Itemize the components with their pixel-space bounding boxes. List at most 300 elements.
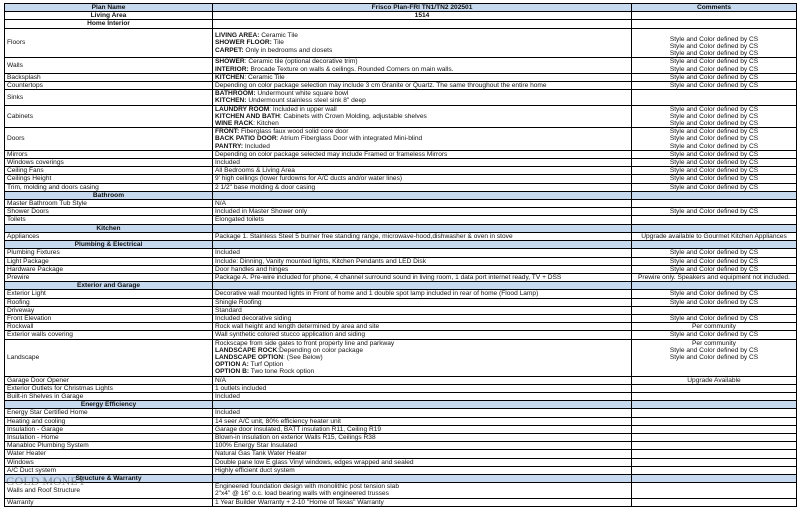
- spec-line-text: Standard: [215, 306, 242, 314]
- comment-line: [634, 426, 794, 433]
- spec-line-text: 1 outlets included: [215, 384, 267, 392]
- spec-line-text: Include: Dinning, Vanity mounted lights, Kitchen Pendants and LED Disk: [215, 257, 426, 265]
- spec-comment: [632, 58, 797, 73]
- spec-value: [213, 392, 632, 400]
- spec-comment: [632, 417, 797, 425]
- spec-line-text: Included: [215, 392, 240, 400]
- spec-line: [215, 354, 629, 361]
- comment-line: [634, 442, 794, 449]
- spec-label: Mirrors: [5, 150, 213, 158]
- spec-line-keyword: PANTRY:: [215, 142, 244, 150]
- spec-line-text: Included: [243, 142, 270, 150]
- spec-value: [213, 290, 632, 298]
- spec-line-text: Natural Gas Tank Water Heater: [215, 450, 307, 458]
- spec-label: Rockwall: [5, 323, 213, 331]
- comment-line: Style and Color defined by CS: [669, 65, 759, 73]
- spec-value: [213, 417, 632, 425]
- spec-line: [215, 459, 629, 466]
- comment-line: Style and Color defined by CS: [669, 175, 759, 183]
- spec-comment: [632, 306, 797, 314]
- spec-row: [5, 28, 797, 58]
- comment-line: Style and Color defined by CS: [669, 249, 759, 257]
- spec-comment: [632, 159, 797, 167]
- spec-line: [215, 434, 629, 441]
- spec-line-keyword: LANDSCAPE OPTION: [215, 353, 284, 361]
- comment-line: Per community: [692, 339, 736, 347]
- spec-line: [215, 82, 629, 89]
- spec-comment: [632, 150, 797, 158]
- spec-value: [213, 28, 632, 58]
- spec-comment: [632, 208, 797, 216]
- spec-line: [215, 368, 629, 375]
- comment-line: [634, 393, 794, 400]
- spec-line: [215, 128, 629, 135]
- spec-comment: [632, 314, 797, 322]
- header-comments: Comments: [632, 4, 797, 12]
- spec-value: [213, 128, 632, 151]
- spec-row: [5, 175, 797, 183]
- spec-line-text: Rock wall height and length determined by area and site: [215, 323, 380, 331]
- spec-comment: [632, 290, 797, 298]
- comment-line: Style and Color defined by CS: [669, 257, 759, 265]
- spec-line-text: Wall synthetic colored stucco application and siding: [215, 331, 366, 339]
- section-spacer: [632, 282, 797, 290]
- spec-comment: [632, 175, 797, 183]
- spec-line: [215, 151, 629, 158]
- section-spacer: [632, 401, 797, 409]
- spec-line-text: Turf Option: [248, 361, 284, 369]
- spec-line: [215, 299, 629, 306]
- spec-line-keyword: KITCHEN: [215, 73, 245, 81]
- spec-line: [215, 290, 629, 297]
- spec-comment: [632, 331, 797, 339]
- spec-line-text: Fiberglass faux wood solid core door: [239, 128, 349, 136]
- spec-line-text: : Cabinets with Crown Molding, adjustable shelves: [279, 112, 427, 120]
- spec-label: Ceilings Height: [5, 175, 213, 183]
- spec-comment: [632, 409, 797, 417]
- spec-row: [5, 150, 797, 158]
- spec-line-text: Package 1. Stainless Steel 5 burner free standing range, microwave-hood,dishwasher & oven in stove: [215, 232, 513, 240]
- spec-line: [215, 39, 629, 46]
- spec-value: [213, 73, 632, 81]
- spec-value: [213, 331, 632, 339]
- comment-line: Per community: [692, 323, 736, 331]
- spec-label: Exterior Outlets for Christmas Lights: [5, 384, 213, 392]
- spec-row: [5, 73, 797, 81]
- section-row: [5, 474, 797, 482]
- spec-line: [215, 120, 629, 127]
- comment-line: Style and Color defined by CS: [669, 159, 759, 167]
- comment-line: Style and Color defined by CS: [669, 58, 759, 66]
- comment-line: Style and Color defined by CS: [669, 112, 759, 120]
- spec-label: Driveway: [5, 306, 213, 314]
- spec-row: [5, 331, 797, 339]
- spec-line-keyword: WINE RACK: [215, 120, 254, 128]
- spec-label: Warranty: [5, 498, 213, 506]
- spec-value: [213, 232, 632, 240]
- spec-line: [215, 307, 629, 314]
- spec-row: [5, 339, 797, 376]
- spec-line-keyword: LAUNDRY ROOM: [215, 105, 270, 113]
- spec-line: [215, 361, 629, 368]
- spec-row: [5, 442, 797, 450]
- spec-comment: [632, 442, 797, 450]
- home-interior-spec: [213, 20, 632, 28]
- spec-line: [215, 216, 629, 223]
- spec-comment: [632, 450, 797, 458]
- spec-label: Hardware Package: [5, 265, 213, 273]
- spec-line-keyword: OPTION B:: [215, 368, 250, 376]
- spec-comment: [632, 28, 797, 58]
- spec-label: Exterior Light: [5, 290, 213, 298]
- spec-line-text: Undermount white square bowl: [255, 90, 349, 98]
- spec-line-text: Included: [215, 249, 240, 257]
- spec-line-text: : Ceramic tile (optional decorative trim): [244, 58, 358, 66]
- spec-line: [215, 208, 629, 215]
- spec-row: [5, 216, 797, 224]
- spec-comment: [632, 183, 797, 191]
- spec-line-text: : (See Below): [283, 353, 323, 361]
- section-title: Energy Efficiency: [5, 401, 213, 409]
- spec-value: [213, 450, 632, 458]
- comment-line: [634, 434, 794, 441]
- spec-line-text: Engineered foundation design with monolithic post tension slab: [215, 483, 400, 491]
- spec-row: [5, 409, 797, 417]
- section-spacer: [213, 282, 632, 290]
- spec-value: [213, 409, 632, 417]
- spec-line: [215, 249, 629, 256]
- spec-label: Energy Star Certified Home: [5, 409, 213, 417]
- spec-line-keyword: KITCHEN AND BATH: [215, 112, 280, 120]
- spec-comment: [632, 298, 797, 306]
- spec-comment: [632, 232, 797, 240]
- spec-row: [5, 298, 797, 306]
- spec-line: [215, 450, 629, 457]
- spec-line: [215, 315, 629, 322]
- comment-line: Style and Color defined by CS: [669, 43, 759, 51]
- home-interior-row: [5, 20, 797, 28]
- spec-line: [215, 233, 629, 240]
- spec-row: [5, 257, 797, 265]
- spec-line-text: : Included in upper wall: [269, 105, 337, 113]
- spec-line-text: N/A: [215, 376, 226, 384]
- comment-line: [634, 487, 794, 494]
- comment-line: Style and Color defined by CS: [669, 82, 759, 90]
- spec-label: Backsplash: [5, 73, 213, 81]
- spec-line-text: Tile: [271, 39, 284, 47]
- spec-line: [215, 135, 629, 142]
- spec-line-text: Package A. Pre-wire included for phone, 4 channel surround sound in living room, 1 data port internet ready, TV + DSS: [215, 273, 562, 281]
- spec-line: [215, 323, 629, 330]
- spec-line-text: Included: [215, 409, 240, 417]
- spec-row: [5, 290, 797, 298]
- spec-label: Trim, molding and doors casing: [5, 183, 213, 191]
- section-spacer: [632, 241, 797, 249]
- header-plan-title: Frisco Plan-FRI TN1/TN2 202501: [213, 4, 632, 12]
- spec-line-text: Only in bedrooms and closets: [243, 46, 333, 54]
- comment-line: [634, 409, 794, 416]
- spec-line: [215, 426, 629, 433]
- comment-line: [634, 216, 794, 223]
- spec-line-text: Elongated toilets: [215, 216, 264, 224]
- spec-label: Exterior walls covering: [5, 331, 213, 339]
- home-interior-label: Home Interior: [5, 20, 213, 28]
- section-spacer: [632, 474, 797, 482]
- spec-row: [5, 323, 797, 331]
- spec-line: [215, 66, 629, 73]
- spec-line-text: Included: [215, 159, 240, 167]
- comment-line: Style and Color defined by CS: [669, 183, 759, 191]
- living-area-value: 1514: [213, 12, 632, 20]
- spec-line-text: 100% Energy Star Insulated: [215, 442, 298, 450]
- spec-line-text: :Depending on color package: [277, 346, 364, 354]
- spec-label: Insulation - Home: [5, 433, 213, 441]
- spec-comment: [632, 392, 797, 400]
- spec-row: [5, 128, 797, 151]
- spec-comment: [632, 458, 797, 466]
- spec-value: [213, 208, 632, 216]
- spec-line-text: Included in Master Shower only: [215, 208, 307, 216]
- spec-line: [215, 483, 629, 490]
- spec-value: [213, 466, 632, 474]
- spec-label: Prewire: [5, 273, 213, 281]
- spec-label: Plumbing Fixtures: [5, 249, 213, 257]
- comment-line: Style and Color defined by CS: [669, 50, 759, 58]
- spec-comment: [632, 128, 797, 151]
- spec-line-text: Double pane low E glass Vinyl windows, edges wrapped and sealed: [215, 458, 414, 466]
- spec-line: [215, 106, 629, 113]
- spec-label: Toilets: [5, 216, 213, 224]
- spec-row: [5, 425, 797, 433]
- home-interior-comment: [632, 20, 797, 28]
- section-spacer: [213, 401, 632, 409]
- spec-value: [213, 167, 632, 175]
- section-title: Structure & Warranty: [5, 474, 213, 482]
- comment-line: Style and Color defined by CS: [669, 142, 759, 150]
- spec-row: [5, 314, 797, 322]
- spec-label: Water Heater: [5, 450, 213, 458]
- spec-line-text: Depending on color package selection may include 3 cm Granite or Quartz. The same throughout the entire home: [215, 82, 547, 90]
- section-spacer: [213, 224, 632, 232]
- spec-line-keyword: BATHROOM:: [215, 90, 256, 98]
- section-spacer: [632, 224, 797, 232]
- section-title: Bathroom: [5, 191, 213, 199]
- spec-value: [213, 314, 632, 322]
- spec-line-text: Door handles and hinges: [215, 265, 289, 273]
- section-spacer: [632, 191, 797, 199]
- spec-value: [213, 376, 632, 384]
- spec-comment: [632, 249, 797, 257]
- section-row: [5, 282, 797, 290]
- header-plan-name: Plan Name: [5, 4, 213, 12]
- spec-line: [215, 97, 629, 104]
- spec-label: Landscape: [5, 339, 213, 376]
- comment-line: Style and Color defined by CS: [669, 150, 759, 158]
- spec-line-keyword: OPTION A:: [215, 361, 249, 369]
- spec-comment: [632, 483, 797, 498]
- spec-row: [5, 200, 797, 208]
- spec-label: Doors: [5, 128, 213, 151]
- section-row: [5, 241, 797, 249]
- spec-line-text: 2"x4" @ 16" o.c. load bearing walls with engineered trusses: [215, 490, 389, 498]
- spec-line: [215, 184, 629, 191]
- living-area-row: [5, 12, 797, 20]
- spec-line-text: Decorative wall mounted lights in Front of home and 1 double spot lamp included in rear of home (Flood Lamp): [215, 290, 539, 298]
- comment-line: Prewire only. Speakers and equipment not included.: [638, 273, 790, 281]
- spec-line: [215, 175, 629, 182]
- spec-line: [215, 467, 629, 474]
- section-title: Exterior and Garage: [5, 282, 213, 290]
- spec-line: [215, 90, 629, 97]
- watermark-logo: GOLD MONEY: [6, 474, 87, 488]
- comment-line: [634, 94, 794, 101]
- spec-line-text: 14 seer A/C unit, 80% efficiency heater unit: [215, 417, 341, 425]
- spec-line-keyword: FRONT:: [215, 128, 240, 136]
- spec-row: [5, 417, 797, 425]
- spec-line: [215, 409, 629, 416]
- comment-line: Style and Color defined by CS: [669, 331, 759, 339]
- spec-line-keyword: LIVING AREA:: [215, 32, 260, 40]
- spec-line: [215, 490, 629, 497]
- spec-line-text: 1 Year Builder Warranty + 2-10 "Home of Texas" Warranty: [215, 498, 384, 506]
- spec-line-keyword: INTERIOR:: [215, 65, 249, 73]
- spec-comment: [632, 273, 797, 281]
- spec-line-keyword: CARPET:: [215, 46, 244, 54]
- spec-row: [5, 483, 797, 498]
- spec-label: Sinks: [5, 90, 213, 105]
- spec-line-text: Two tone Rock option: [249, 368, 315, 376]
- header-row: [5, 4, 797, 12]
- comment-line: [634, 467, 794, 474]
- comment-line: Upgrade Available: [687, 376, 741, 384]
- spec-label: Cabinets: [5, 105, 213, 128]
- spec-line: [215, 58, 629, 65]
- spec-line-text: 9' high ceilings (lower furdowns for A/C ducts and/or water lines): [215, 175, 403, 183]
- spec-line: [215, 47, 629, 54]
- spec-comment: [632, 376, 797, 384]
- comment-line: [634, 200, 794, 207]
- spec-comment: [632, 323, 797, 331]
- spec-comment: [632, 433, 797, 441]
- spec-line-text: Included decorative siding: [215, 314, 292, 322]
- comment-line: Style and Color defined by CS: [669, 73, 759, 81]
- comment-line: Style and Color defined by CS: [669, 135, 759, 143]
- spec-label: Shower Doors: [5, 208, 213, 216]
- spec-row: [5, 167, 797, 175]
- spec-line: [215, 113, 629, 120]
- spec-comment: [632, 339, 797, 376]
- spec-value: [213, 216, 632, 224]
- spec-row: [5, 265, 797, 273]
- spec-label: Ceiling Fans: [5, 167, 213, 175]
- spec-row: [5, 82, 797, 90]
- spec-value: [213, 159, 632, 167]
- spec-label: Countertops: [5, 82, 213, 90]
- spec-value: [213, 150, 632, 158]
- spec-value: [213, 323, 632, 331]
- spec-line-keyword: SHOWER FLOOR:: [215, 39, 272, 47]
- spec-value: [213, 82, 632, 90]
- spec-line-keyword: SHOWER: [215, 58, 245, 66]
- section-title: Kitchen: [5, 224, 213, 232]
- spec-comment: [632, 167, 797, 175]
- spec-label: Master Bathroom Tub Style: [5, 200, 213, 208]
- spec-value: [213, 433, 632, 441]
- spec-comment: [632, 257, 797, 265]
- spec-comment: [632, 216, 797, 224]
- spec-row: [5, 58, 797, 73]
- spec-value: [213, 298, 632, 306]
- living-area-comment: [632, 12, 797, 20]
- spec-label: Walls and Roof Structure: [5, 483, 213, 498]
- comment-line: [634, 385, 794, 392]
- spec-value: [213, 498, 632, 506]
- spec-row: [5, 306, 797, 314]
- spec-line: [215, 442, 629, 449]
- spec-line: [215, 159, 629, 166]
- spec-label: Windows: [5, 458, 213, 466]
- spec-value: [213, 265, 632, 273]
- comment-line: [634, 361, 794, 368]
- spec-line: [215, 74, 629, 81]
- spec-line: [215, 266, 629, 273]
- spec-line: [215, 274, 629, 281]
- spec-value: [213, 339, 632, 376]
- section-spacer: [213, 474, 632, 482]
- spec-value: [213, 90, 632, 105]
- spec-line: [215, 32, 629, 39]
- comment-line: [634, 418, 794, 425]
- spec-line: [215, 258, 629, 265]
- spec-value: [213, 200, 632, 208]
- section-row: [5, 401, 797, 409]
- spec-line-text: : Atrium Fiberglass Door with integrated Mini-blind: [276, 135, 423, 143]
- spec-comment: [632, 498, 797, 506]
- spec-value: [213, 425, 632, 433]
- spec-row: [5, 392, 797, 400]
- spec-line-text: N/A: [215, 200, 226, 208]
- spec-label: Floors: [5, 28, 213, 58]
- spec-line: [215, 418, 629, 425]
- spec-row: [5, 450, 797, 458]
- spec-value: [213, 105, 632, 128]
- comment-line: Style and Color defined by CS: [669, 120, 759, 128]
- spec-row: [5, 433, 797, 441]
- spec-comment: [632, 466, 797, 474]
- spec-row: [5, 498, 797, 506]
- spec-comment: [632, 105, 797, 128]
- comment-line: [634, 29, 794, 36]
- section-title: Plumbing & Electrical: [5, 241, 213, 249]
- spec-value: [213, 384, 632, 392]
- spec-row: [5, 90, 797, 105]
- spec-comment: [632, 82, 797, 90]
- spec-line: [215, 167, 629, 174]
- section-spacer: [213, 241, 632, 249]
- spec-value: [213, 306, 632, 314]
- spec-comment: [632, 90, 797, 105]
- spec-label: Garage Door Opener: [5, 376, 213, 384]
- spec-comment: [632, 425, 797, 433]
- spec-row: [5, 249, 797, 257]
- spec-line-text: Depending on color package selected may include Framed or frameless Mirrors: [215, 150, 448, 158]
- spec-line: [215, 143, 629, 150]
- comment-line: Style and Color defined by CS: [669, 208, 759, 216]
- spec-comment: [632, 265, 797, 273]
- section-row: [5, 224, 797, 232]
- comment-line: Style and Color defined by CS: [669, 167, 759, 175]
- comment-line: Upgrade available to Gourmet Kitchen Appliances: [641, 232, 787, 240]
